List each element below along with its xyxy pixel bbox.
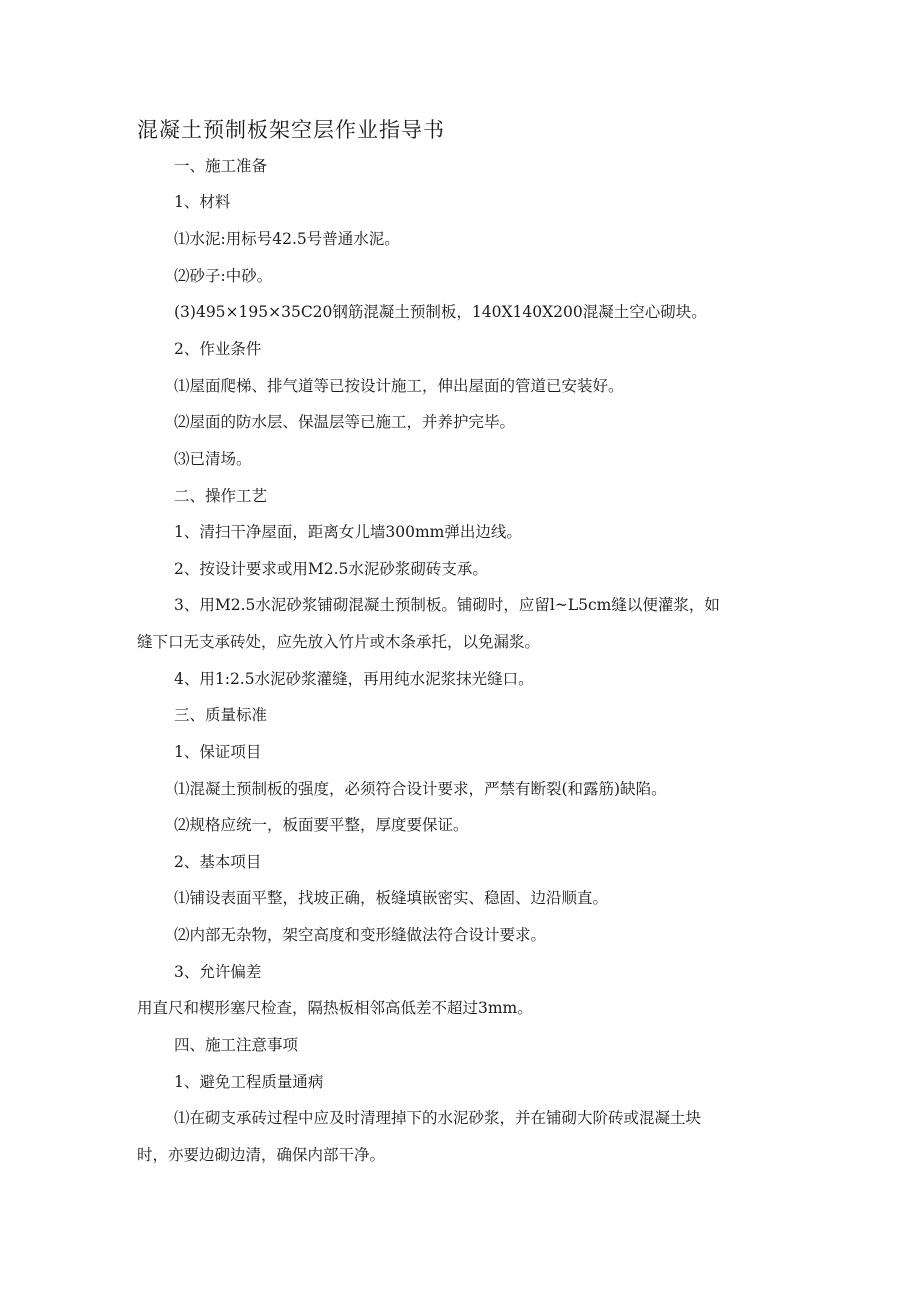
list-item: ⑴在砌支承砖过程中应及时清理掉下的水泥砂浆，并在铺砌大阶砖或混凝土块: [174, 1109, 702, 1127]
subsection-heading: 1、避免工程质量通病: [174, 1073, 324, 1091]
section-heading: 四、施工注意事项: [174, 1036, 299, 1054]
list-item-continuation: 时，亦要边砌边清，确保内部干净。: [137, 1146, 386, 1164]
list-item-continuation: 缝下口无支承砖处，应先放入竹片或木条承托，以免漏浆。: [137, 633, 541, 651]
subsection-heading: 1、材料: [174, 193, 231, 211]
list-item: 2、按设计要求或用M2.5水泥砂浆砌砖支承。: [174, 560, 488, 578]
subsection-heading: 1、保证项目: [174, 743, 262, 761]
list-item: ⑴水泥:用标号42.5号普通水泥。: [174, 230, 400, 248]
list-item: ⑴屋面爬梯、排气道等已按设计施工，伸出屋面的管道已安装好。: [174, 377, 624, 395]
list-item: ⑵屋面的防水层、保温层等已施工，并养护完毕。: [174, 413, 516, 431]
list-item: ⑵砂子:中砂。: [174, 267, 273, 285]
section-heading: 一、施工准备: [174, 157, 268, 175]
section-heading: 三、质量标准: [174, 706, 268, 724]
list-item: ⑵规格应统一，板面要平整，厚度要保证。: [174, 816, 469, 834]
subsection-heading: 3、允许偏差: [174, 963, 262, 981]
subsection-heading: 2、基本项目: [174, 853, 262, 871]
section-heading: 二、操作工艺: [174, 487, 268, 505]
subsection-heading: 2、作业条件: [174, 340, 262, 358]
list-item: ⑵内部无杂物，架空高度和变形缝做法符合设计要求。: [174, 926, 547, 944]
document-title: 混凝土预制板架空层作业指导书: [137, 118, 445, 142]
list-item: 4、用1:2.5水泥砂浆灌缝，再用纯水泥浆抹光缝口。: [174, 670, 534, 688]
list-item: 1、清扫干净屋面，距离女儿墙300mm弹出边线。: [174, 523, 522, 541]
list-item: 3、用M2.5水泥砂浆铺砌混凝土预制板。铺砌时，应留l~L5cm缝以便灌浆，如: [174, 596, 720, 614]
list-item: ⑶已清场。: [174, 450, 252, 468]
list-item: (3)495×195×35C20钢筋混凝土预制板，140X140X200混凝土空心砌块。: [174, 303, 707, 321]
paragraph: 用直尺和楔形塞尺检查，隔热板相邻高低差不超过3mm。: [137, 999, 533, 1017]
list-item: ⑴铺设表面平整，找坡正确，板缝填嵌密实、稳固、边沿顺直。: [174, 889, 609, 907]
list-item: ⑴混凝土预制板的强度，必须符合设计要求，严禁有断裂(和露筋)缺陷。: [174, 780, 667, 798]
